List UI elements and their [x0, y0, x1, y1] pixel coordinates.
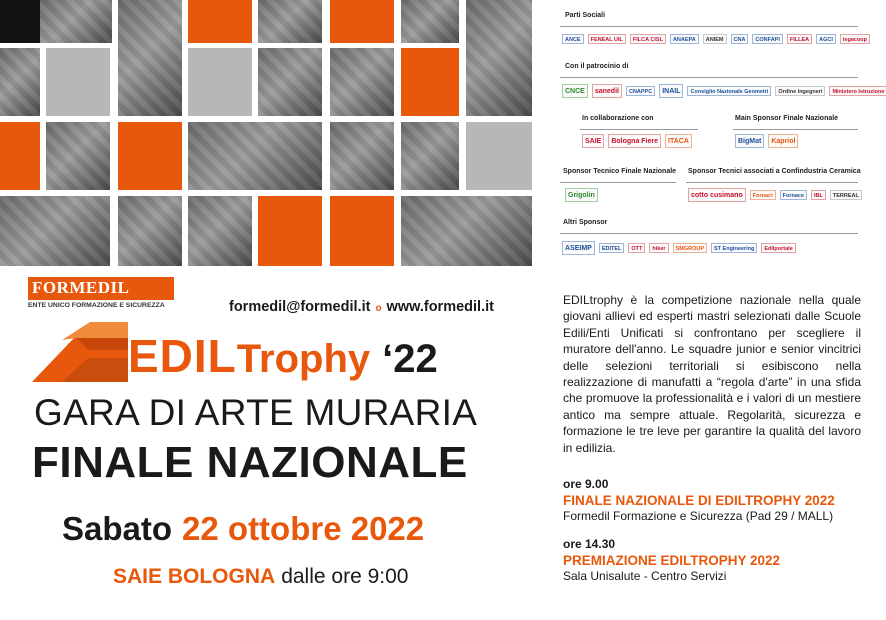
sponsor-logo: TERREAL: [830, 190, 862, 200]
spacer: [563, 524, 863, 537]
sponsor-logo: hiker: [649, 243, 668, 253]
mosaic-photo-group: [401, 122, 459, 190]
brand-subtitle: ENTE UNICO FORMAZIONE E SICUREZZA: [28, 299, 174, 309]
sponsor-logo: IBL: [811, 190, 826, 200]
agenda-time: ore 9.00: [563, 477, 609, 491]
logo-row-patrocinio: [562, 84, 885, 98]
section-title-main-sponsor: Main Sponsor Finale Nazionale: [735, 115, 839, 122]
sponsor-logo: Kapriol: [768, 134, 798, 148]
trophy-brick-icon: [32, 322, 128, 382]
divider: [560, 182, 676, 183]
mosaic-photo-bricks: [258, 48, 322, 116]
logo-row-parti-sociali: [562, 34, 868, 44]
divider: [560, 233, 858, 234]
website-link[interactable]: www.formedil.it: [386, 299, 494, 315]
sponsor-logo: SMGROUP: [673, 243, 707, 253]
sponsor-logo: Fornaci: [750, 190, 776, 200]
mosaic-photo-bricklayer: [401, 196, 532, 266]
sponsor-logo: Edilportale: [761, 243, 795, 253]
logo-row-sponsor-ceramica: [688, 188, 862, 202]
mosaic-photo-audience: [330, 122, 394, 190]
sponsor-logo: FILLEA: [787, 34, 812, 44]
mosaic-tile-gray: [188, 48, 252, 116]
sponsor-logo: sanedil: [592, 84, 622, 98]
sponsor-logo: OTT: [628, 243, 645, 253]
sponsor-logo: ANAEPA: [670, 34, 699, 44]
sponsor-logo: Ordine Ingegneri: [775, 86, 825, 96]
mosaic-photo-helmet: [258, 0, 322, 43]
sponsor-logo: Fornace: [780, 190, 807, 200]
sponsor-logo: EDITEL: [599, 243, 625, 253]
agenda: [563, 477, 863, 584]
agenda-place: Sala Unisalute - Centro Servizi: [563, 569, 727, 583]
event-venue: [113, 565, 408, 589]
agenda-time: ore 14.30: [563, 537, 616, 551]
mosaic-tile-orange: [258, 196, 322, 266]
section-title-sponsor-tecnico: Sponsor Tecnico Finale Nazionale: [563, 168, 677, 175]
mosaic-photo-wall: [188, 196, 252, 266]
logotype-edil: EDIL: [128, 330, 237, 382]
mosaic-photo-building: [188, 122, 322, 190]
logo-row-collaborazione: [582, 134, 692, 148]
mosaic-photo-trophy: [0, 196, 110, 266]
mosaic-photo-mason: [118, 0, 182, 116]
event-day: 22 ottobre 2022: [182, 510, 425, 547]
event-weekday: Sabato: [62, 510, 173, 547]
logo-row-altri-sponsor: [562, 241, 860, 255]
section-title-altri-sponsor: Altri Sponsor: [563, 219, 608, 226]
divider: [733, 129, 858, 130]
section-title-parti-sociali: Parti Sociali: [565, 12, 606, 19]
mosaic-photo-apprentice: [46, 122, 110, 190]
contact-line: [229, 299, 494, 315]
venue-place: SAIE BOLOGNA: [113, 565, 276, 588]
agenda-item: [563, 477, 863, 524]
sponsor-panel: [560, 8, 885, 270]
mosaic-tile-gray: [466, 122, 532, 190]
mosaic-tile-orange: [330, 0, 394, 43]
section-title-collaborazione: In collaborazione con: [582, 115, 654, 122]
logotype-year: ‘22: [382, 337, 438, 381]
sponsor-logo: Ministero Istruzione: [829, 86, 886, 96]
mosaic-tile-dark: [0, 0, 40, 43]
divider: [560, 26, 858, 27]
sponsor-logo: ITACA: [665, 134, 692, 148]
agenda-title: FINALE NAZIONALE DI EDILTROPHY 2022: [563, 493, 835, 508]
brand-name: FORMEDIL: [28, 277, 174, 299]
mosaic-photo-trowel: [330, 48, 394, 116]
sponsor-logo: CNA: [731, 34, 749, 44]
sponsor-logo: legacoop: [840, 34, 870, 44]
section-title-sponsor-ceramica: Sponsor Tecnici associati a Confindustria Ceramica: [688, 168, 861, 175]
sponsor-logo: ANCE: [562, 34, 584, 44]
event-description: EDILtrophy è la competizione nazionale nella quale giovani allievi ed esperti mastri selezionati dalle Scuole Edili/Enti Unificati si confrontano per scegliere il muratore dell'anno. Le squadre junior e senior vincitrici delle selezioni territoriali si esibiscono nella realizzazione di manufatti a “regola d'arte” in una sfida che promuove la professionalità e i valori di un mestiere antico ma sempre attuale. Regolarità, sicurezza e formazione le tre leve per garantire la qualità del lavoro in edilizia.: [563, 293, 861, 455]
mosaic-tile-orange: [188, 0, 252, 43]
mosaic-photo-workers: [40, 0, 112, 43]
logo-row-sponsor-tecnico: [565, 188, 598, 202]
mosaic-tile-gray: [46, 48, 110, 116]
sponsor-logo: CONFAPI: [752, 34, 782, 44]
logotype-trophy: Trophy: [236, 337, 371, 381]
agenda-item: [563, 537, 863, 584]
mosaic-photo-worker: [118, 196, 182, 266]
mosaic-tile-orange: [330, 196, 394, 266]
divider: [560, 77, 858, 78]
sponsor-logo: AGCI: [816, 34, 836, 44]
logo-row-main-sponsor: [735, 134, 798, 148]
sponsor-logo: Grigolin: [565, 188, 598, 202]
sponsor-logo: Bologna Fiere: [608, 134, 661, 148]
mosaic-tile-orange: [0, 122, 40, 190]
agenda-place: Formedil Formazione e Sicurezza (Pad 29 / MALL): [563, 509, 834, 523]
sponsor-logo: ASEIMP: [562, 241, 595, 255]
sponsor-logo: ANIEM: [703, 34, 727, 44]
sponsor-logo: CNCE: [562, 84, 588, 98]
mosaic-photo-crowd: [466, 0, 532, 116]
sponsor-logo: Consiglio Nazionale Geometri: [687, 86, 771, 96]
mosaic-tile-orange: [401, 48, 459, 116]
sponsor-logo: BigMat: [735, 134, 764, 148]
sponsor-logo: SAIE: [582, 134, 604, 148]
mosaic-photo-team: [401, 0, 459, 43]
section-title-patrocinio: Con il patrocinio di: [565, 63, 629, 70]
event-date: [62, 510, 424, 548]
sponsor-logo: FILCA CISL: [630, 34, 666, 44]
headline-line2: FINALE NAZIONALE: [32, 438, 468, 487]
venue-time: dalle ore 9:00: [281, 565, 409, 588]
ediltrophy-logotype: [128, 329, 438, 383]
sponsor-logo: ST Engineering: [711, 243, 757, 253]
separator: o: [375, 303, 382, 314]
mosaic-tile-orange: [118, 122, 182, 190]
sponsor-logo: FENEAL UIL: [588, 34, 626, 44]
email-link[interactable]: formedil@formedil.it: [229, 299, 371, 315]
divider: [580, 129, 698, 130]
agenda-title: PREMIAZIONE EDILTROPHY 2022: [563, 553, 781, 568]
sponsor-logo: cotto cusimano: [688, 188, 746, 202]
sponsor-logo: INAIL: [659, 84, 683, 98]
photo-mosaic: [0, 0, 532, 266]
mosaic-photo-site: [0, 48, 40, 116]
formedil-logo: [28, 277, 174, 309]
headline-line1: GARA DI ARTE MURARIA: [34, 392, 478, 433]
divider: [686, 182, 858, 183]
sponsor-logo: CNAPPC: [626, 86, 655, 96]
